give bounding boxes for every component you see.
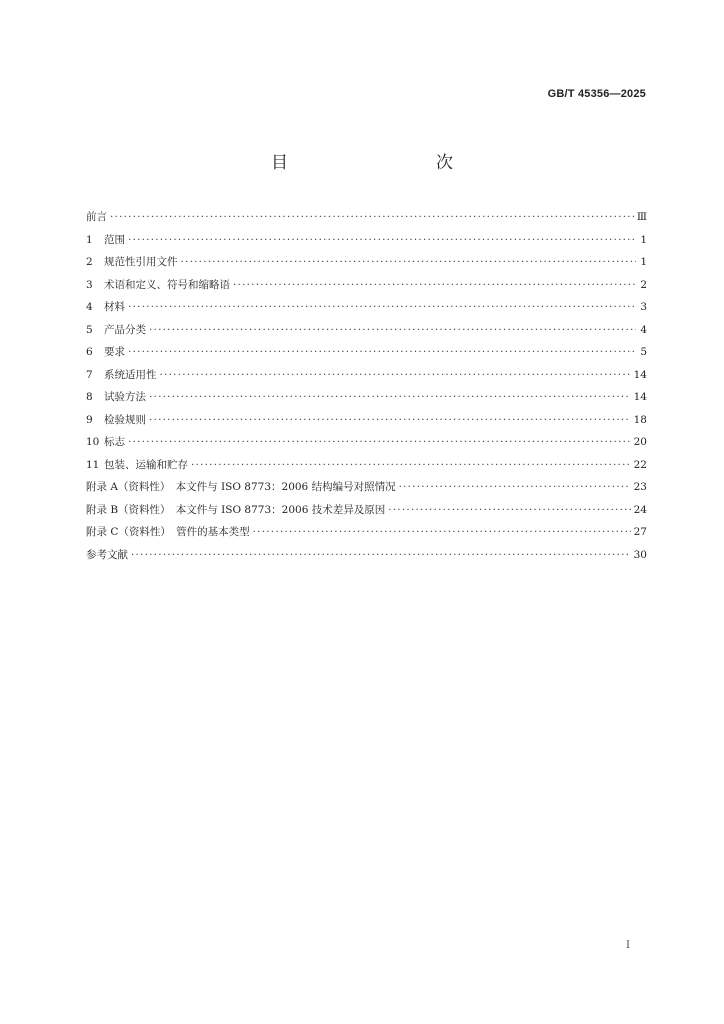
toc-entry[interactable] [86,386,647,409]
toc-entry-number: 1 [86,233,93,246]
toc-entry[interactable] [86,499,647,522]
toc-entry-number: 11 [86,458,100,471]
toc-entry[interactable] [86,341,647,364]
toc-entry-text: 系统适用性 [104,368,157,381]
toc-entry-label [86,431,125,454]
toc-entry[interactable] [86,409,647,432]
toc-entry-label [86,251,178,274]
toc-entry-page: 4 [640,323,647,336]
toc-entry-label [86,499,385,522]
toc-entry-page: Ⅲ [636,211,647,223]
toc-entry-page: 27 [633,526,647,538]
toc-entry-page: 20 [633,436,647,448]
toc-entry-text: 附录 A（资料性） 本文件与 ISO 8773：2006 结构编号对照情况 [86,481,396,493]
toc-entry-text: 规范性引用文件 [104,256,178,268]
toc-entry-text: 检验规则 [104,413,146,426]
toc-entry-number: 2 [86,256,93,268]
toc-dot-leader [131,544,631,567]
standard-number: GB/T 45356—2025 [547,88,646,100]
toc-entry-number: 5 [86,323,93,336]
toc-entry-text: 产品分类 [104,323,146,336]
toc-entry-text: 材料 [104,301,125,313]
toc-entry[interactable] [86,431,647,454]
toc-entry-text: 术语和定义、符号和缩略语 [104,278,230,291]
toc-entry[interactable] [86,229,647,252]
toc-dot-leader [110,206,634,229]
toc-entry-page: 14 [633,368,647,381]
toc-entry-label [86,544,128,567]
toc-entry-label [86,229,125,252]
toc-entry[interactable] [86,521,647,544]
toc-entry-number: 10 [86,436,100,448]
toc-entry-label [86,206,107,229]
toc-entry-number: 9 [86,413,93,426]
toc-entry-page: 23 [633,481,647,493]
toc-entry-number: 8 [86,391,93,403]
toc-entry-page: 18 [633,413,647,426]
toc-entry-text: 范围 [104,233,125,246]
toc-entry-label [86,319,146,342]
toc-entry[interactable] [86,274,647,297]
toc-entry-label [86,454,188,477]
toc-dot-leader [253,521,631,544]
toc-entry-label [86,521,250,544]
toc-entry-text: 包装、运输和贮存 [104,458,188,471]
toc-dot-leader [388,499,630,522]
toc-entry[interactable] [86,319,647,342]
toc-entry-text: 要求 [104,346,125,358]
toc-entry-text: 参考文献 [86,548,128,561]
toc-entry-text: 附录 C（资料性） 管件的基本类型 [86,526,250,538]
toc-dot-leader [160,364,631,387]
toc-entry[interactable] [86,476,647,499]
toc-entry-text: 附录 B（资料性） 本文件与 ISO 8773：2006 技术差异及原因 [86,503,386,516]
toc-entry-page: 22 [633,458,647,471]
toc-entry-page: 24 [633,503,647,516]
toc-entry-page: 14 [633,391,647,403]
toc-entry-page: 1 [640,233,647,246]
page-number: Ⅰ [626,940,630,951]
toc-dot-leader [233,274,636,297]
toc-entry[interactable] [86,206,647,229]
toc-dot-leader [149,319,636,342]
toc-entry-label [86,274,230,297]
toc-entry-label [86,476,396,499]
toc-entry-label [86,364,157,387]
toc-dot-leader [128,431,631,454]
toc-entry-page: 1 [640,256,647,268]
toc-entry-page: 2 [640,278,647,291]
toc-dot-leader [399,476,631,499]
toc-entry[interactable] [86,251,647,274]
toc-entry[interactable] [86,296,647,319]
toc-dot-leader [128,229,636,252]
table-of-contents [86,206,647,566]
toc-entry[interactable] [86,454,647,477]
toc-entry-number: 6 [86,346,93,358]
toc-entry-label [86,409,146,432]
toc-entry-text: 标志 [104,436,125,448]
toc-entry-label [86,386,146,409]
toc-entry-text: 前言 [86,211,107,223]
toc-dot-leader [128,296,636,319]
toc-entry-label [86,296,125,319]
toc-entry-page: 30 [633,548,647,561]
toc-dot-leader [149,409,631,432]
toc-dot-leader [149,386,631,409]
page-title: 目 次 [271,153,491,173]
toc-entry[interactable] [86,364,647,387]
toc-entry-label [86,341,125,364]
toc-dot-leader [181,251,637,274]
toc-entry[interactable] [86,544,647,567]
toc-entry-number: 3 [86,278,93,291]
toc-entry-page: 3 [640,301,647,313]
toc-entry-number: 4 [86,301,93,313]
toc-entry-number: 7 [86,368,93,381]
toc-dot-leader [191,454,631,477]
toc-entry-page: 5 [640,346,647,358]
toc-dot-leader [128,341,636,364]
toc-entry-text: 试验方法 [104,391,146,403]
